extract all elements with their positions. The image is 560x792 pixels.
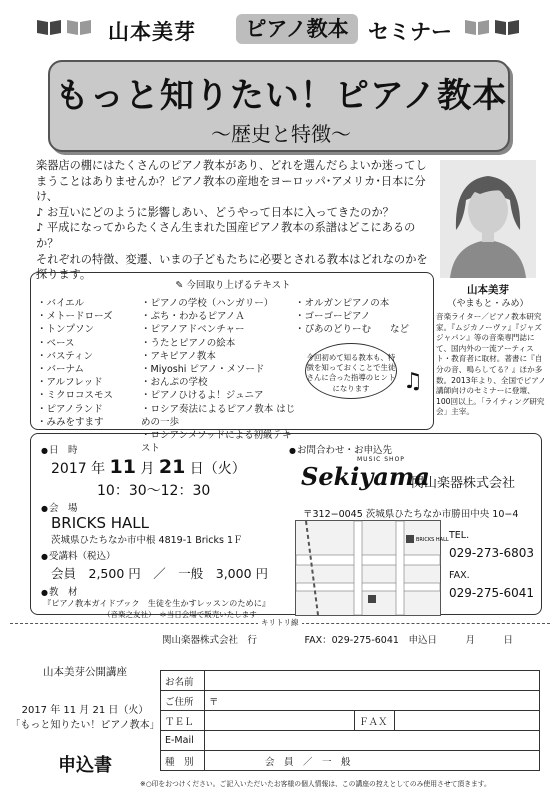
form-application-title: 申込書 [58, 755, 112, 776]
form-address-label: ご住所 [161, 691, 205, 711]
shop-logo: MUSIC SHOP Sekiyama [301, 456, 430, 491]
text-list-item: ・ゴーゴーピアノ [295, 311, 371, 323]
text-list-item: ・ロシアンメソッドによる初級テキスト [141, 430, 292, 455]
venue-label: ● 会 場 [41, 500, 78, 514]
intro-text [36, 158, 434, 283]
music-note-icon: ♪ [36, 221, 44, 235]
header-name: 山本美芽 [108, 20, 196, 44]
contact-label: ● お問合わせ・お申込先 [289, 442, 392, 456]
page-title: もっと知りたい！ピアノ教本 [54, 76, 508, 116]
event-date: 2017 年 11 月 21 日（火） [51, 456, 246, 478]
form-email-label: E-Mail [161, 731, 205, 751]
event-time: 10：30〜12：30 [97, 483, 211, 499]
form-course-title: 山本美芽公開講座 [43, 666, 127, 678]
venue-name: BRICKS HALL [51, 514, 149, 532]
form-tel-field[interactable] [205, 711, 355, 731]
form-name-field[interactable] [205, 671, 540, 691]
privacy-footnote: ※○印をおつけください。ご記入いただいたお客様の個人情報は、この講座の控えとしてのみ使用させて頂きます。 [140, 780, 491, 788]
book-icon [464, 18, 490, 36]
text-list-item: ・トンプソン [37, 324, 95, 336]
map-venue-label: BRICKS HALL [416, 537, 449, 543]
date-label: ● 日 時 [41, 442, 78, 456]
speaker-reading: （やまもと・みめ） [447, 299, 529, 309]
text-list-item: ・Miyoshi ピアノ・メソード [141, 364, 265, 376]
text-list-item: ・アルフレッド [37, 377, 103, 389]
cut-label: キリトリ線 [258, 617, 302, 628]
text-list-item: ・おんぷの学校 [141, 377, 208, 389]
music-notes-icon: ♫ [403, 369, 423, 394]
text-list-item: ・アキピアノ教本 [141, 350, 216, 362]
header [0, 6, 560, 46]
page-subtitle: 〜歴史と特徴〜 [211, 122, 351, 146]
material-value: 『ピアノ教本ガイドブック 生徒を生かすレッスンのために』 [43, 598, 271, 608]
book-icon [66, 18, 92, 36]
intro-paragraph: 楽器店の棚にはたくさんのピアノ教本があり、どれを選んだらよいか迷ってしまうことはありませんか？ピアノ教本の産地をヨーロッパ･アメリカ･日本に分け、 [36, 159, 427, 204]
speaker-photo [440, 160, 536, 278]
text-list-item: ・ロシア奏法によるピアノ教本 はじめの一歩 [141, 403, 296, 428]
intro-paragraph: それぞれの特徴、変遷、いまの子どもたちに必要とされる教本はどれなのかを探ります。 [36, 252, 428, 282]
text-list-item: ・ぷち・わかるピアノＡ [141, 311, 245, 323]
texts-col2 [141, 297, 297, 455]
material-note: （音楽之友社） ＊当日会場で販売いたします [103, 610, 257, 619]
form-address-field[interactable]: 〒 [205, 691, 540, 711]
intro-question: ♪ お互いにどのように影響しあい、どうやって日本に入ってきたのか？ [36, 205, 394, 219]
form-course-sub: 「もっと知りたい！ピアノ教本」 [10, 720, 160, 731]
speaker-bio: 音楽ライター／ピアノ教本研究家。『ムジカノーヴァ』『ジャズジャパン』等の音楽専門誌にて、国内外の一流アーティスト・教育者に取材。著書に『自分の音、鳴らしてる？』ほか多数。2013年より、全国でピアノ講師向けのセミナーに登壇、100回以上。「ライティング研究会」主宰。 [436, 312, 546, 417]
form-kind-field[interactable]: 会 員 ／ 一 般 [205, 751, 540, 771]
text-list-item: ・バイエル [37, 298, 85, 309]
form-tel-label: ＴＥＬ [161, 711, 205, 731]
title-box [48, 60, 510, 152]
text-list-item: ・ピアノアドベンチャー [141, 324, 245, 336]
text-list-item: ・ぴあのどりーむ など [295, 324, 410, 336]
form-kind-label: 種 別 [161, 751, 205, 771]
music-note-icon: ♪ [36, 205, 44, 219]
form-header: 関山楽器株式会社 行 FAX：029-275-6041 申込日 月 日 [162, 635, 513, 646]
form-name-label: お名前 [161, 671, 205, 691]
access-map [295, 520, 449, 616]
speech-bubble: 今回初めて知る教本も、特徴を知っておくことで生徒さんに合った指導のヒントになります [305, 343, 397, 399]
form-fax-label: ＦＡＸ [355, 711, 395, 731]
text-list-item: ・バーナム [37, 364, 85, 376]
tel-number: 029-273-6803 [449, 546, 535, 560]
text-list-item: ・うたとピアノの絵本 [141, 337, 236, 349]
tel-label: TEL. [449, 530, 470, 541]
form-fax-field[interactable] [395, 711, 540, 731]
fee-value: 会員 2,500 円 ／ 一般 3,000 円 [51, 566, 269, 581]
application-form [160, 670, 540, 771]
intro-question: ♪ 平成になってからたくさん生まれた国産ピアノ教本の系譜はどこにあるのか？ [36, 221, 416, 250]
text-list-item: ・バスティン [37, 350, 94, 362]
form-email-field[interactable] [205, 731, 540, 751]
text-list-item: ・ピアノランド [37, 403, 103, 415]
form-course-date: 2017 年 11 月 21 日（火） [21, 705, 149, 716]
texts-col1 [37, 297, 141, 429]
fee-label: ● 受講料（税込） [41, 548, 116, 562]
header-tag: ピアノ教本 [236, 14, 358, 44]
text-list-item: ・メトードローズ [37, 311, 113, 323]
texts-col3 [295, 297, 435, 337]
fax-number: 029-275-6041 [449, 586, 535, 600]
text-list-item: ・みみをすます [37, 416, 104, 428]
text-list-item: ・ピアノひけるよ！ジュニア [141, 390, 264, 402]
text-list-item: ・ベース [37, 337, 75, 349]
header-seminar: セミナー [368, 20, 452, 44]
shop-name: 関山楽器株式会社 [411, 476, 516, 491]
venue-address: 茨城県ひたちなか市中根 4819-1 Bricks 1Ｆ [51, 535, 243, 546]
book-icon [494, 18, 520, 36]
material-label: ● 教 材 [41, 584, 78, 598]
text-list-item: ・ミクロコスモス [37, 390, 114, 402]
form-left-column [10, 664, 160, 777]
speaker-name: 山本美芽 [467, 284, 509, 296]
fax-label: FAX. [449, 570, 470, 581]
text-list-item: ・オルガンピアノの本 [295, 298, 390, 309]
book-icon [36, 18, 62, 36]
info-box [30, 433, 542, 619]
texts-heading: ✎ 今回取り上げるテキスト [175, 280, 291, 291]
shop-address: 〒312−0045 茨城県ひたちなか市勝田中央 10−4 [303, 509, 519, 520]
text-list-item: ・ピアノの学校（ハンガリー） [141, 298, 274, 309]
